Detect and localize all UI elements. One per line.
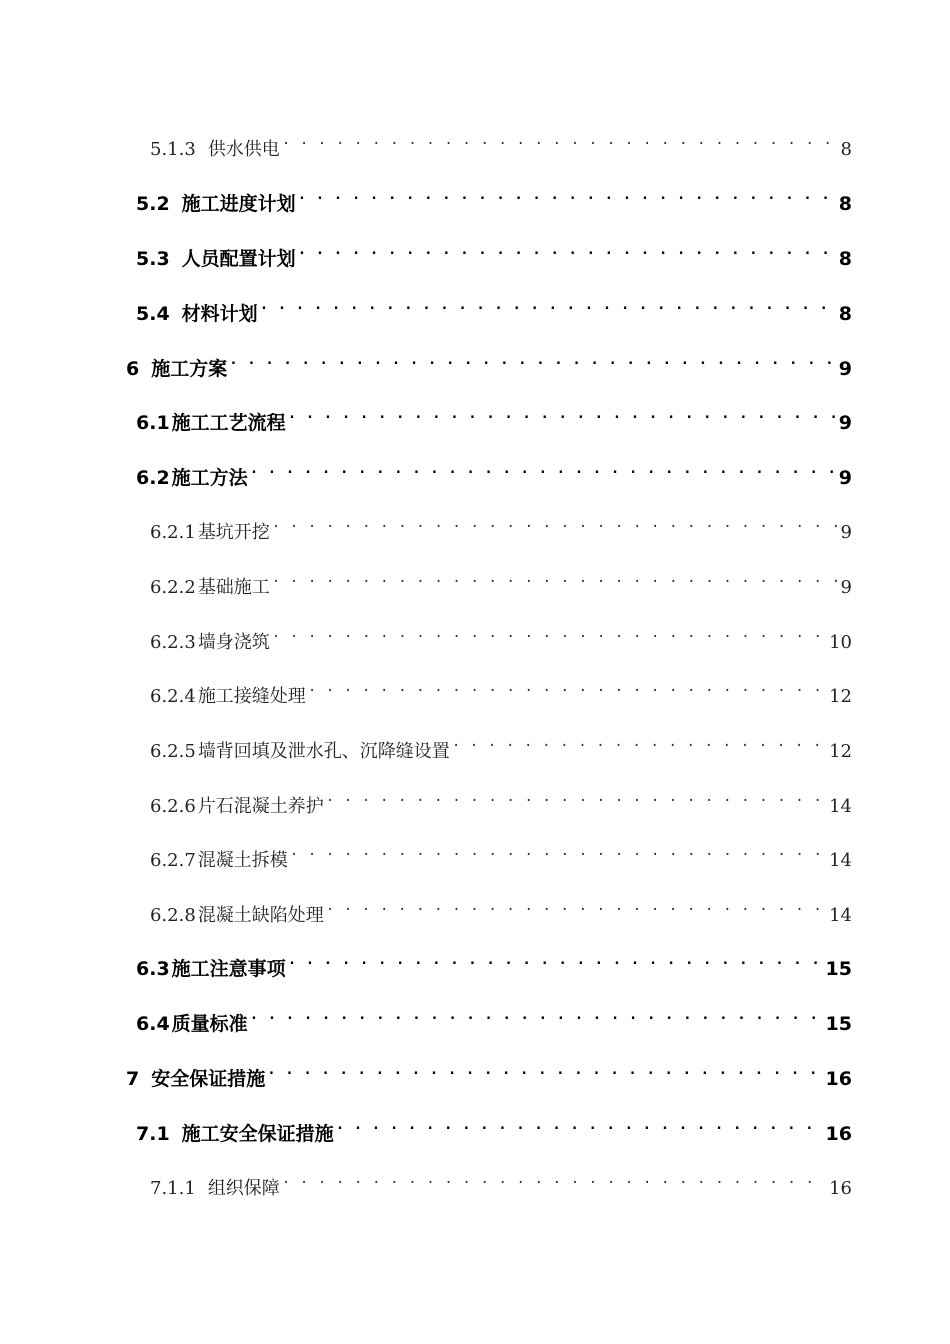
dot-leader <box>298 180 836 210</box>
toc-entry-page-number: 9 <box>838 467 852 489</box>
dot-leader <box>282 125 838 155</box>
toc-entry-title: 墙身浇筑 <box>197 632 270 653</box>
toc-entry-title: 材料计划 <box>181 303 258 325</box>
toc-entry-title: 施工工艺流程 <box>171 412 286 434</box>
toc-entry-7-1-1[interactable] <box>150 1164 852 1199</box>
toc-entry-6-2-1[interactable] <box>150 508 852 543</box>
toc-entry-6-2-8[interactable] <box>150 891 852 926</box>
toc-entry-number: 6 <box>126 358 140 380</box>
toc-entry-number: 6.2.3 <box>150 632 196 653</box>
toc-entry-6-2-4[interactable] <box>150 672 852 707</box>
toc-entry-6-2-5[interactable] <box>150 727 852 762</box>
toc-entry-title: 施工接缝处理 <box>197 686 306 707</box>
dot-leader <box>272 508 838 538</box>
toc-entry-number: 6.2.2 <box>150 577 196 598</box>
toc-entry-title: 组织保障 <box>207 1178 280 1199</box>
toc-entry-5-2[interactable] <box>136 180 852 215</box>
toc-entry-number: 5.2 <box>136 193 170 215</box>
toc-entry-title: 供水供电 <box>207 139 280 160</box>
toc-entry-title: 人员配置计划 <box>181 248 296 270</box>
toc-entry-number: 5.4 <box>136 303 170 325</box>
toc-entry-title: 施工注意事项 <box>171 958 286 980</box>
toc-entry-number: 7.1 <box>136 1123 170 1145</box>
toc-entry-7[interactable] <box>126 1055 852 1090</box>
dot-leader <box>272 563 838 593</box>
toc-entry-page-number: 14 <box>829 905 852 926</box>
toc-entry-page-number: 12 <box>829 741 852 762</box>
dot-leader <box>452 727 826 757</box>
toc-entry-5-4[interactable] <box>136 290 852 325</box>
dot-leader <box>282 1164 826 1194</box>
toc-entry-title: 施工方法 <box>171 467 248 489</box>
toc-entry-number: 6.2.1 <box>150 522 196 543</box>
toc-entry-number: 6.3 <box>136 958 170 980</box>
toc-entry-number: 5.3 <box>136 248 170 270</box>
dot-leader <box>267 1055 822 1085</box>
toc-entry-number: 6.2.7 <box>150 850 196 871</box>
dot-leader <box>298 235 836 265</box>
toc-entry-6-1[interactable] <box>136 399 852 434</box>
toc-entry-title: 质量标准 <box>171 1013 248 1035</box>
toc-entry-6-4[interactable] <box>136 1000 852 1035</box>
dot-leader <box>326 891 826 921</box>
toc-entry-number: 6.2.6 <box>150 796 196 817</box>
toc-entry-page-number: 14 <box>829 850 852 871</box>
toc-entry-number: 5.1.3 <box>150 139 196 160</box>
toc-entry-title: 基坑开挖 <box>197 522 270 543</box>
toc-entry-title: 安全保证措施 <box>151 1068 266 1090</box>
toc-entry-title: 基础施工 <box>197 577 270 598</box>
toc-entry-number: 6.2 <box>136 467 170 489</box>
dot-leader <box>290 836 826 866</box>
dot-leader <box>288 399 836 429</box>
toc-entry-title: 混凝土缺陷处理 <box>197 905 324 926</box>
toc-entry-6-2[interactable] <box>136 454 852 489</box>
toc-entry-page-number: 9 <box>838 412 852 434</box>
toc-entry-page-number: 9 <box>838 358 852 380</box>
dot-leader <box>250 454 836 484</box>
toc-entry-title: 片石混凝土养护 <box>197 796 324 817</box>
toc-entry-title: 混凝土拆模 <box>197 850 288 871</box>
toc-entry-title: 施工方案 <box>151 358 228 380</box>
toc-entry-number: 6.2.8 <box>150 905 196 926</box>
toc-entry-5-1-3[interactable] <box>150 125 852 160</box>
toc-entry-6-2-7[interactable] <box>150 836 852 871</box>
toc-entry-number: 7.1.1 <box>150 1178 196 1199</box>
dot-leader <box>308 672 826 702</box>
toc-entry-6-2-3[interactable] <box>150 618 852 653</box>
toc-entry-page-number: 10 <box>829 632 852 653</box>
toc-entry-page-number: 16 <box>825 1123 852 1145</box>
toc-entry-page-number: 12 <box>829 686 852 707</box>
toc-entry-page-number: 15 <box>825 1013 852 1035</box>
toc-entry-number: 7 <box>126 1068 140 1090</box>
toc-entry-page-number: 15 <box>825 958 852 980</box>
toc-entry-page-number: 8 <box>840 139 852 160</box>
dot-leader <box>250 1000 823 1030</box>
toc-entry-page-number: 8 <box>838 193 852 215</box>
toc-entry-number: 6.2.4 <box>150 686 196 707</box>
toc-entry-page-number: 16 <box>825 1068 852 1090</box>
toc-entry-page-number: 9 <box>840 522 852 543</box>
toc-entry-5-3[interactable] <box>136 235 852 270</box>
toc-entry-6-3[interactable] <box>136 945 852 980</box>
toc-entry-7-1[interactable] <box>136 1110 852 1145</box>
dot-leader <box>260 290 836 320</box>
toc-entry-6-2-6[interactable] <box>150 782 852 817</box>
toc-entry-number: 6.1 <box>136 412 170 434</box>
toc-entry-page-number: 8 <box>838 248 852 270</box>
toc-entry-number: 6.2.5 <box>150 741 196 762</box>
dot-leader <box>326 782 826 812</box>
dot-leader <box>288 945 823 975</box>
toc-entry-6-2-2[interactable] <box>150 563 852 598</box>
toc-entry-page-number: 14 <box>829 796 852 817</box>
toc-entry-number: 6.4 <box>136 1013 170 1035</box>
toc-entry-title: 施工安全保证措施 <box>181 1123 334 1145</box>
toc-entry-title: 施工进度计划 <box>181 193 296 215</box>
dot-leader <box>336 1110 823 1140</box>
dot-leader <box>229 345 836 375</box>
toc-entry-6[interactable] <box>126 345 852 380</box>
toc-entry-title: 墙背回填及泄水孔、沉降缝设置 <box>197 741 450 762</box>
toc-entry-page-number: 16 <box>829 1178 852 1199</box>
toc-entry-page-number: 8 <box>838 303 852 325</box>
dot-leader <box>272 618 826 648</box>
toc-entry-page-number: 9 <box>840 577 852 598</box>
